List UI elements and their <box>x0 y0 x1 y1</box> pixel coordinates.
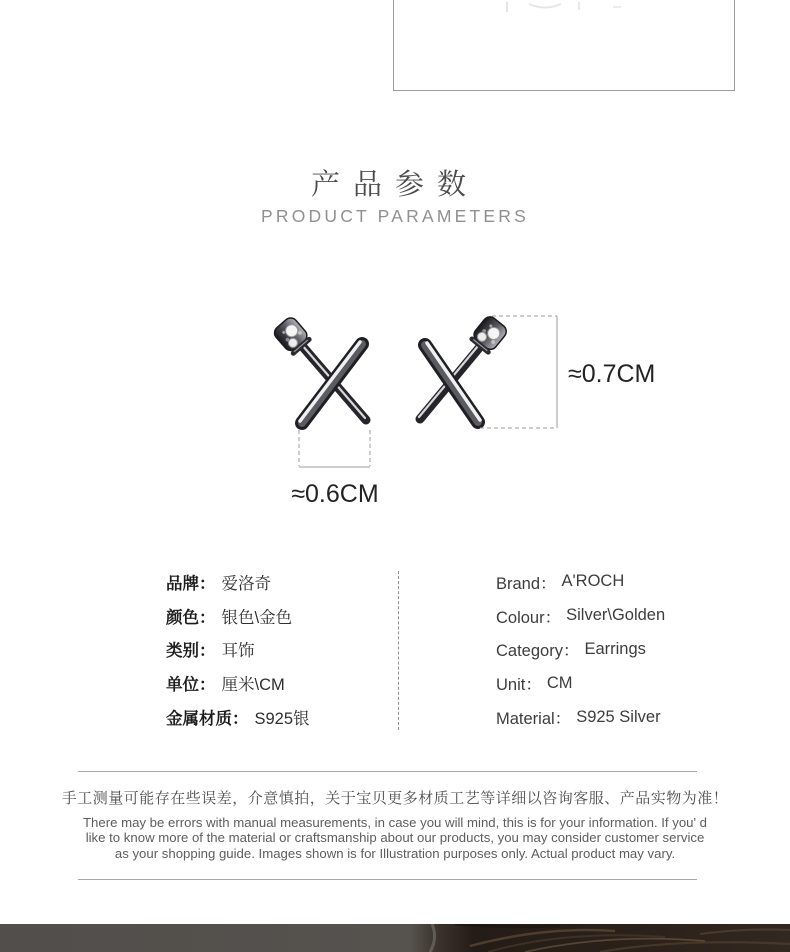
param-value: CM <box>546 673 573 692</box>
disclaimer-en-line-3: as your shopping guide. Images shown is for Illustration purposes only. Actual product may vary. <box>114 845 676 861</box>
param-label: 颜色： <box>166 608 216 627</box>
param-value: S925银 <box>254 710 310 729</box>
param-value: 厘米\CM <box>221 676 285 695</box>
height-measure-label: ≈0.7CM <box>568 360 656 388</box>
param-value: 银色\金色 <box>221 608 293 627</box>
param-label: 品牌： <box>166 574 216 593</box>
disclaimer-rule-top <box>78 771 697 772</box>
param-label: Category： <box>496 642 580 661</box>
param-row-unit-zh <box>166 666 310 700</box>
param-value: 耳饰 <box>221 642 255 661</box>
earrings-figure <box>230 295 690 520</box>
param-row-colour-zh <box>166 599 310 633</box>
param-row-category-en <box>496 633 665 667</box>
disclaimer-rule-bottom <box>78 879 697 880</box>
param-label: Material： <box>496 710 572 729</box>
param-label: 单位： <box>166 676 216 695</box>
disclaimer-zh: 手工测量可能存在些误差，介意慎拍，关于宝贝更多材质工艺等详细以咨询客服、产品实物为准！ <box>61 790 729 807</box>
params-en-column <box>496 565 665 734</box>
right-earring <box>419 314 509 422</box>
param-value: Earrings <box>584 639 646 658</box>
param-row-colour-en <box>496 599 665 633</box>
param-row-brand-zh <box>166 565 310 599</box>
param-row-unit-en <box>496 666 665 700</box>
param-label: Unit： <box>496 676 542 695</box>
faint-image-remnant <box>495 0 645 16</box>
disclaimer-en <box>0 815 790 861</box>
hair-image <box>0 924 790 952</box>
disclaimer-en-line-1: There may be errors with manual measurements, in case you will mind, this is for your information. If you' d <box>82 815 708 830</box>
section-title-en: PRODUCT PARAMETERS <box>261 206 529 226</box>
param-value: A'ROCH <box>561 572 625 591</box>
bottom-photo-strip <box>0 924 790 952</box>
param-value: Silver\Golden <box>566 606 666 625</box>
params-zh-column <box>166 565 310 734</box>
param-label: Colour： <box>496 608 562 627</box>
params-divider <box>398 571 399 730</box>
param-row-material-zh <box>166 700 310 734</box>
left-earring <box>272 315 366 423</box>
param-label: 类别： <box>166 642 216 661</box>
param-label: Brand： <box>496 574 557 593</box>
width-bracket <box>299 430 370 467</box>
param-row-brand-en <box>496 565 665 599</box>
disclaimer-en-line-2: like to know more of the material or craftsmanship about our products, you may consider customer service <box>85 830 705 846</box>
param-label: 金属材质： <box>166 710 249 729</box>
param-row-category-zh <box>166 633 310 667</box>
param-value: 爱洛奇 <box>221 574 271 593</box>
param-value: S925 Silver <box>576 707 661 726</box>
param-row-material-en <box>496 700 665 734</box>
width-measure-label: ≈0.6CM <box>291 480 379 508</box>
section-title-zh: 产品参数 <box>310 169 479 201</box>
